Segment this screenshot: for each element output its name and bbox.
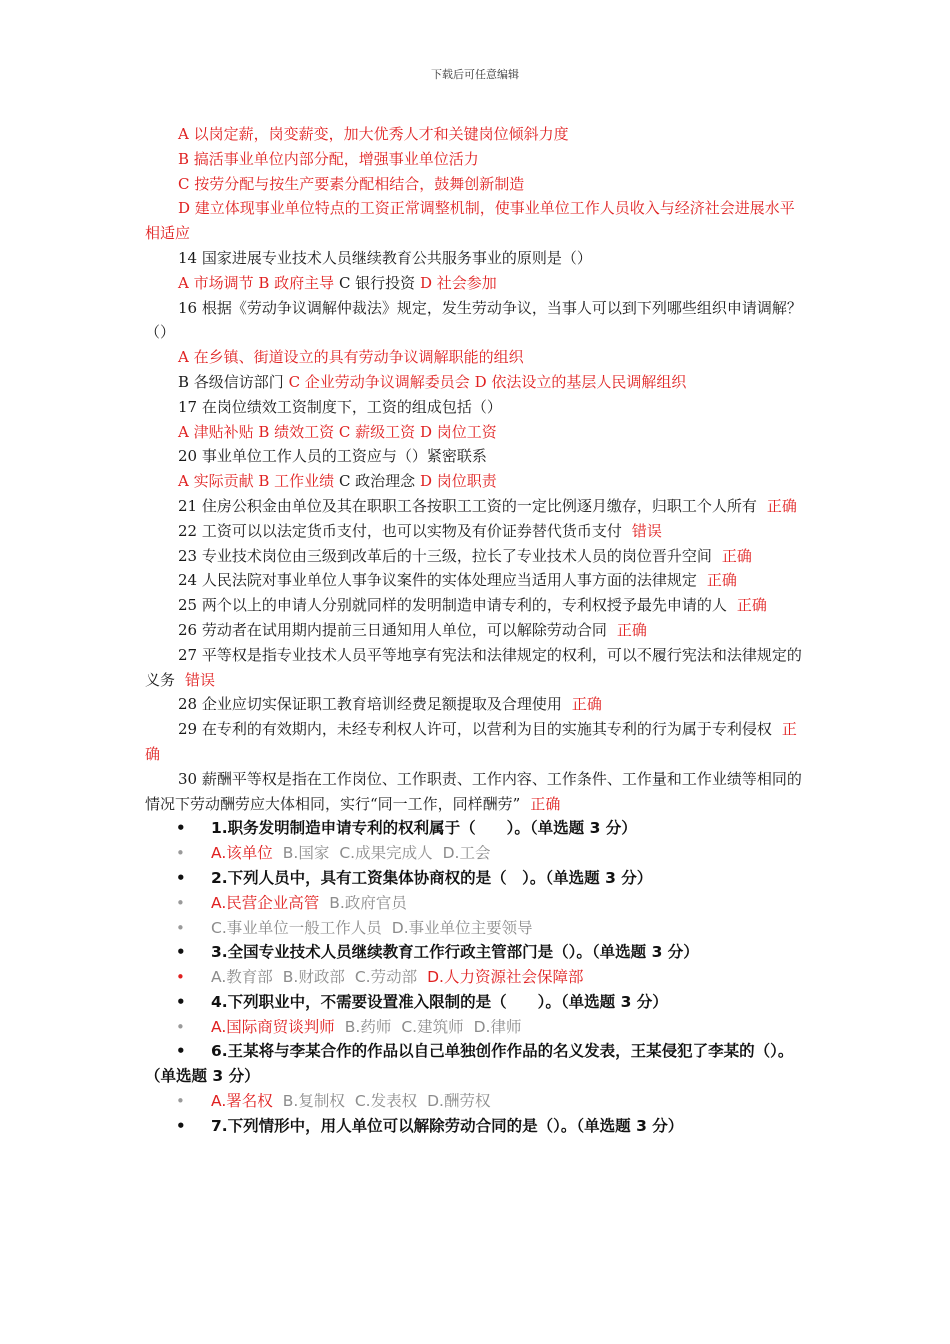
answer-label: 错误 — [631, 521, 662, 540]
text-run: 27 平等权是指专业技术人员平等地享有宪法和法律规定的权利，可以不履行宪法和法律规定的义务 — [145, 645, 802, 689]
paragraph — [145, 519, 807, 544]
options-row — [145, 891, 807, 916]
bullet-icon: • — [176, 918, 185, 937]
text-run: B 各级信访部门 — [178, 372, 289, 391]
text-run: 21 住房公积金由单位及其在职职工各按职工工资的一定比例逐月缴存，归职工个人所有 — [178, 496, 757, 515]
paragraph — [145, 717, 807, 767]
answer-option: B.财政部 — [282, 968, 345, 987]
answer-option: B.复制权 — [282, 1092, 345, 1111]
question-item — [145, 866, 807, 891]
question-text: 6.王某将与李某合作的作品以自己单独创作作品的名义发表，王某侵犯了李某的（）。（单选题 3 分） — [145, 1042, 794, 1086]
bullet-icon: • — [176, 819, 186, 838]
text-run: 28 企业应切实保证职工教育培训经费足额提取及合理使用 — [178, 695, 562, 714]
text-run: A 在乡镇、街道设立的具有劳动争议调解职能的组织 — [178, 348, 524, 367]
question-text: 4.下列职业中，不需要设置准入限制的是（ ）。（单选题 3 分） — [211, 992, 668, 1011]
paragraph — [145, 469, 807, 494]
answer-label: 正确 — [616, 620, 647, 639]
answer-label: 正确 — [571, 695, 602, 714]
answer-label: 正确 — [530, 794, 561, 813]
paragraph — [145, 593, 807, 618]
text-run: C 企业劳动争议调解委员会 D 依法设立的基层人民调解组织 — [288, 372, 687, 391]
text-run: A 市场调节 B 政府主导 — [178, 273, 339, 292]
answer-option: C.劳动部 — [354, 968, 418, 987]
question-item — [145, 990, 807, 1015]
paragraph — [145, 618, 807, 643]
answer-option: A.民营企业高管 — [211, 893, 320, 912]
bullet-icon: • — [176, 844, 185, 863]
answer-option: A.国际商贸谈判师 — [211, 1017, 335, 1036]
text-run: D 岗位职责 — [419, 472, 497, 491]
paragraph — [145, 643, 807, 693]
question-text: 3.全国专业技术人员继续教育工作行政主管部门是（）。（单选题 3 分） — [211, 943, 699, 962]
text-run: B 搞活事业单位内部分配，增强事业单位活力 — [178, 149, 479, 168]
options-row — [145, 841, 807, 866]
answer-option: D.酬劳权 — [427, 1092, 491, 1111]
answer-option: C.事业单位一般工作人员 — [211, 918, 382, 937]
answer-option: A.署名权 — [211, 1092, 273, 1111]
text-run: A 津贴补贴 B 绩效工资 C 薪级工资 D 岗位工资 — [178, 422, 497, 441]
paragraph — [145, 196, 807, 246]
text-run: 20 事业单位工作人员的工资应与（）紧密联系 — [178, 447, 487, 466]
answer-option: D.律师 — [473, 1017, 522, 1036]
answer-option: C.发表权 — [354, 1092, 418, 1111]
question-text: 2.下列人员中，具有工资集体协商权的是（ ）。（单选题 3 分） — [211, 868, 653, 887]
answer-label: 正确 — [736, 596, 767, 615]
answer-option: C.成果完成人 — [339, 844, 433, 863]
paragraph — [145, 692, 807, 717]
answer-label: 正确 — [145, 720, 797, 763]
options-row — [145, 916, 807, 941]
text-run: 17 在岗位绩效工资制度下，工资的组成包括（） — [178, 397, 502, 416]
bullet-icon: • — [176, 868, 186, 887]
bullet-icon: • — [176, 1116, 186, 1135]
answer-option: B.药师 — [344, 1017, 392, 1036]
answer-option: C.建筑师 — [401, 1017, 464, 1036]
paragraph — [145, 370, 807, 395]
paragraph — [145, 494, 807, 519]
paragraph — [145, 420, 807, 445]
paragraph — [145, 568, 807, 593]
text-run: D 社会参加 — [419, 273, 497, 292]
paragraph — [145, 122, 807, 147]
options-row — [145, 1015, 807, 1040]
question-text: 7.下列情形中，用人单位可以解除劳动合同的是（）。（单选题 3 分） — [211, 1116, 684, 1135]
question-text-block — [145, 122, 807, 816]
text-run: 25 两个以上的申请人分别就同样的发明制造申请专利的，专利权授予最先申请的人 — [178, 596, 727, 615]
bullet-icon: • — [176, 992, 186, 1011]
text-run: C 政治理念 — [338, 472, 420, 491]
paragraph — [145, 296, 807, 346]
answer-option: D.事业单位主要领导 — [391, 918, 533, 937]
text-run: 22 工资可以以法定货币支付，也可以实物及有价证券替代货币支付 — [178, 521, 622, 540]
answer-label: 错误 — [185, 670, 216, 689]
text-run: 30 薪酬平等权是指在工作岗位、工作职责、工作内容、工作条件、工作量和工作业绩等相同的情况下劳动酬劳应大体相同，实行“同一工作，同样酬劳” — [145, 769, 802, 813]
question-item — [145, 940, 807, 965]
bullet-icon: • — [176, 893, 185, 912]
answer-label: 正确 — [721, 546, 752, 565]
text-run: 26 劳动者在试用期内提前三日通知用人单位，可以解除劳动合同 — [178, 620, 607, 639]
question-item — [145, 1039, 807, 1089]
question-item — [145, 1114, 807, 1139]
paragraph — [145, 246, 807, 271]
text-run: 29 在专利的有效期内，未经专利权人许可，以营利为目的实施其专利的行为属于专利侵权 — [178, 720, 772, 739]
answer-option: D.工会 — [442, 844, 491, 863]
paragraph — [145, 271, 807, 296]
answer-option: B.政府官员 — [329, 893, 407, 912]
bullet-icon: • — [176, 1017, 185, 1036]
paragraph — [145, 172, 807, 197]
text-run: A 实际贡献 B 工作业绩 — [178, 472, 339, 491]
paragraph — [145, 767, 807, 817]
text-run: C 按劳分配与按生产要素分配相结合，鼓舞创新制造 — [178, 174, 525, 193]
bullet-icon: • — [176, 943, 186, 962]
bullet-icon: • — [176, 1092, 185, 1111]
paragraph — [145, 444, 807, 469]
answer-label: 正确 — [766, 496, 797, 515]
page-header: 下载后可任意编辑 — [431, 68, 519, 81]
answer-label: 正确 — [706, 571, 737, 590]
paragraph — [145, 544, 807, 569]
options-row — [145, 1089, 807, 1114]
answer-option: A.教育部 — [211, 968, 273, 987]
paragraph — [145, 345, 807, 370]
bullet-icon: • — [176, 968, 185, 987]
answer-option: D.人力资源社会保障部 — [427, 968, 584, 987]
answer-option: B.国家 — [282, 844, 330, 863]
text-run: A 以岗定薪，岗变薪变，加大优秀人才和关键岗位倾斜力度 — [178, 125, 569, 143]
text-run: 24 人民法院对事业单位人事争议案件的实体处理应当适用人事方面的法律规定 — [178, 571, 697, 590]
options-row — [145, 965, 807, 990]
text-run: D 建立体现事业单位特点的工资正常调整机制，使事业单位工作人员收入与经济社会进展水平相适应 — [145, 199, 795, 243]
text-run: 23 专业技术岗位由三级到改革后的十三级，拉长了专业技术人员的岗位晋升空间 — [178, 546, 712, 565]
document-body — [145, 122, 807, 1139]
bulleted-question-list — [145, 816, 807, 1138]
answer-option: A.该单位 — [211, 844, 273, 863]
question-item — [145, 816, 807, 841]
text-run: 16 根据《劳动争议调解仲裁法》规定，发生劳动争议，当事人可以到下列哪些组织申请调解？（） — [145, 298, 802, 342]
paragraph — [145, 147, 807, 172]
bullet-icon: • — [176, 1042, 186, 1061]
question-text: 1.职务发明制造申请专利的权利属于（ ）。（单选题 3 分） — [211, 819, 637, 838]
paragraph — [145, 395, 807, 420]
text-run: 14 国家进展专业技术人员继续教育公共服务事业的原则是（） — [178, 248, 592, 267]
text-run: C 银行投资 — [338, 273, 420, 292]
